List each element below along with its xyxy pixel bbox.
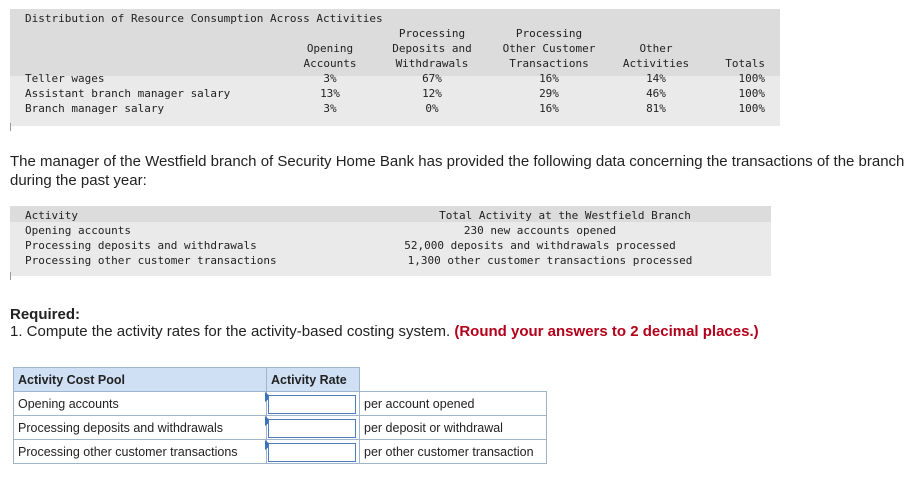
activity-total: 1,300 other customer transactions processed	[407, 254, 693, 267]
rate-input-deposits-withdrawals[interactable]	[268, 419, 356, 438]
row-label: Branch manager salary	[25, 102, 165, 115]
header-deposits-3: Withdrawals	[395, 57, 469, 70]
rate-unit: per other customer transaction	[360, 440, 547, 464]
cell-opening: 3%	[323, 72, 337, 85]
distribution-table	[10, 9, 780, 126]
activity-col-header: Activity	[25, 209, 78, 222]
cell-totals: 100%	[738, 87, 765, 100]
header-opening-2: Accounts	[303, 57, 357, 70]
intro-paragraph: The manager of the Westfield branch of Security Home Bank has provided the following data concerning the transactions of the branch during the past year:	[10, 153, 905, 189]
rate-input-other-transactions[interactable]	[268, 443, 356, 462]
rate-cell	[267, 440, 360, 464]
question-text: 1. Compute the activity rates for the activity-based costing system.	[10, 323, 451, 340]
question-1	[10, 322, 759, 341]
activity-total: 230 new accounts opened	[463, 224, 617, 237]
header-othertx-1: Processing	[515, 27, 583, 40]
row-label: Assistant branch manager salary	[25, 87, 231, 100]
cell-opening: 13%	[320, 87, 340, 100]
pool-name: Opening accounts	[14, 392, 267, 416]
rate-unit: per account opened	[360, 392, 547, 416]
answer-row	[14, 416, 547, 440]
cell-othertx: 29%	[539, 87, 559, 100]
cell-deposits: 12%	[422, 87, 442, 100]
rate-col-header: Activity Rate	[267, 368, 360, 392]
activity-total: 52,000 deposits and withdrawals processed	[404, 239, 676, 252]
cell-opening: 3%	[323, 102, 337, 115]
header-othertx-2: Other Customer	[502, 42, 596, 55]
rate-unit: per deposit or withdrawal	[360, 416, 547, 440]
row-label: Teller wages	[25, 72, 105, 85]
pool-col-header: Activity Cost Pool	[14, 368, 267, 392]
activity-name: Opening accounts	[25, 224, 131, 237]
activity-name: Processing other customer transactions	[25, 254, 277, 267]
rate-cell	[267, 416, 360, 440]
header-opening-1: Opening	[306, 42, 354, 55]
answer-table	[13, 367, 547, 464]
cell-totals: 100%	[738, 72, 765, 85]
activity-table	[10, 206, 771, 276]
cell-deposits: 0%	[425, 102, 439, 115]
cell-otheract: 81%	[646, 102, 666, 115]
rate-input-opening-accounts[interactable]	[268, 395, 356, 414]
answer-row	[14, 392, 547, 416]
distribution-title: Distribution of Resource Consumption Across Activities	[25, 12, 383, 25]
header-deposits-2: Deposits and	[392, 42, 472, 55]
rate-cell	[267, 392, 360, 416]
total-col-header: Total Activity at the Westfield Branch	[439, 209, 691, 222]
cell-deposits: 67%	[422, 72, 442, 85]
cell-othertx: 16%	[539, 102, 559, 115]
blank-header	[360, 368, 547, 392]
cell-totals: 100%	[738, 102, 765, 115]
cell-otheract: 46%	[646, 87, 666, 100]
answer-row	[14, 440, 547, 464]
header-otheract-1: Other	[639, 42, 673, 55]
header-deposits-1: Processing	[398, 27, 466, 40]
cell-othertx: 16%	[539, 72, 559, 85]
activity-name: Processing deposits and withdrawals	[25, 239, 257, 252]
pool-name: Processing other customer transactions	[14, 440, 267, 464]
header-otheract-2: Activities	[622, 57, 690, 70]
table-edge-marker	[10, 123, 11, 131]
rounding-note: (Round your answers to 2 decimal places.)	[454, 323, 759, 340]
required-heading: Required:	[10, 306, 81, 323]
header-totals: Totals	[725, 57, 765, 70]
cell-otheract: 14%	[646, 72, 666, 85]
header-othertx-3: Transactions	[509, 57, 589, 70]
pool-name: Processing deposits and withdrawals	[14, 416, 267, 440]
answer-header-row	[14, 368, 547, 392]
table-edge-marker	[10, 272, 11, 280]
